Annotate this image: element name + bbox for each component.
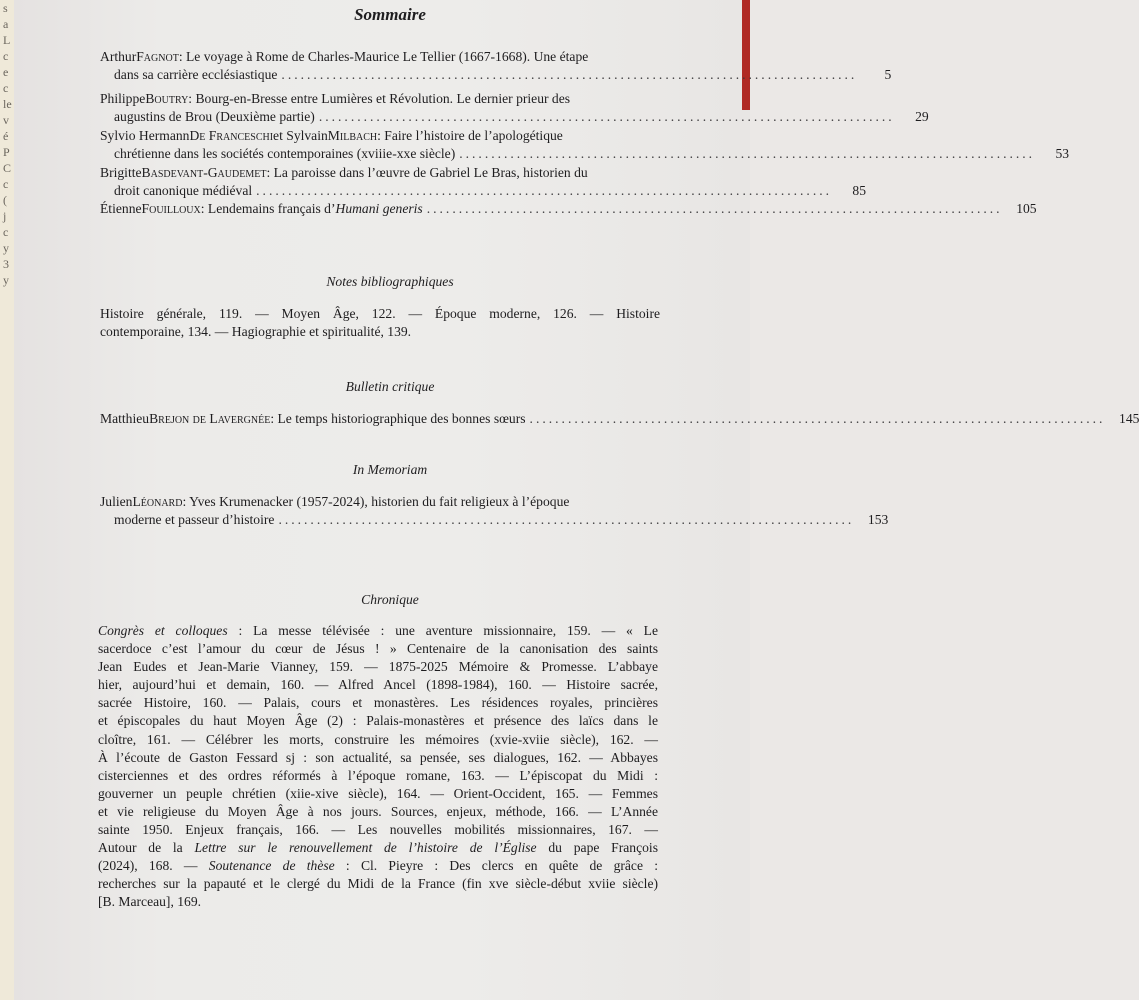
bulletin-entry bbox=[100, 410, 1139, 428]
section-heading-bulletin: Bulletin critique bbox=[345, 379, 435, 394]
article-entry bbox=[100, 200, 1037, 218]
dot-leader: .......................................................................................... bbox=[426, 201, 1003, 216]
article-entry bbox=[100, 48, 892, 83]
entry-line bbox=[100, 127, 660, 145]
article-title: : Bourg-en-Bresse entre Lumières et Révolution. Le dernier prieur des bbox=[188, 91, 571, 106]
page-number: 29 bbox=[915, 108, 929, 124]
page-number: 53 bbox=[1055, 145, 1070, 161]
author-last: Fouilloux bbox=[141, 201, 201, 216]
edge-glyph: e bbox=[3, 65, 9, 79]
edge-glyph: ( bbox=[3, 193, 7, 207]
chronique-line: (2024), 168. — Soutenance de thèse : Cl. Pieyre : Des clercs en quête de grâce : bbox=[98, 858, 659, 874]
page-number: 145 bbox=[1119, 411, 1139, 426]
edge-glyph: C bbox=[3, 161, 12, 175]
article-entry bbox=[100, 127, 1070, 162]
edge-glyph: c bbox=[3, 177, 9, 191]
edge-glyph: P bbox=[3, 145, 10, 159]
author-first: Philippe bbox=[100, 91, 146, 106]
dot-leader: .......................................................................................... bbox=[281, 66, 858, 82]
page-number: 153 bbox=[867, 511, 889, 527]
entry-line bbox=[100, 182, 867, 200]
author-first: Arthur bbox=[100, 49, 137, 64]
author-first: Étienne bbox=[100, 201, 142, 216]
entry-line bbox=[100, 48, 660, 66]
edge-glyph: a bbox=[3, 17, 9, 31]
notes-text bbox=[100, 305, 660, 340]
entry-line bbox=[100, 145, 1070, 163]
author-first: Sylvio Hermann bbox=[100, 128, 190, 143]
dot-leader: .......................................................................................... bbox=[318, 108, 895, 124]
chronique-line: Autour de la Lettre sur le renouvellement de l’histoire de l’Église du pape François bbox=[98, 840, 658, 856]
edge-glyph: L bbox=[3, 33, 11, 47]
section-heading-memoriam: In Memoriam bbox=[352, 462, 428, 477]
edge-glyph: j bbox=[3, 209, 7, 223]
page bbox=[14, 0, 1139, 1000]
author-last: Brejon de Lavergnée bbox=[149, 411, 271, 426]
edge-glyph: é bbox=[3, 129, 9, 143]
article-title: : Faire l’histoire de l’apologétique bbox=[377, 128, 563, 143]
edge-glyph: c bbox=[3, 81, 9, 95]
chronique-line: et vie religieuse du Moyen Âge à nos jours. Sources, enjeux, méthode, 166. — L’Année bbox=[98, 803, 658, 819]
article-entry bbox=[100, 164, 867, 199]
section-heading-chronique: Chronique bbox=[361, 592, 419, 607]
article-title: : Yves Krumenacker (1957-2024), historien du fait religieux à l’époque bbox=[182, 494, 570, 509]
chronique-line: Congrès et colloques : La messe télévisée : une aventure missionnaire, 159. — « Le bbox=[98, 623, 658, 638]
edge-glyph: y bbox=[3, 241, 9, 255]
chronique-line: cloître, 161. — Célébrer les morts, construire les mémoires (xvie-xviie siècle), 162. — bbox=[98, 731, 658, 747]
author-last: De Franceschi bbox=[189, 128, 274, 143]
entry-line bbox=[100, 511, 889, 529]
adjacent-page-edge bbox=[0, 0, 15, 1000]
chronique-line: [B. Marceau], 169. bbox=[98, 894, 202, 910]
page-number: 5 bbox=[884, 66, 892, 82]
chronique-line: sacerdoce c’est l’amour du cœur de Jésus ! » Centenaire de la canonisation des saints bbox=[98, 641, 658, 657]
entry-line bbox=[100, 108, 929, 126]
article-title: : La paroisse dans l’œuvre de Gabriel Le Bras, historien du bbox=[266, 165, 588, 180]
edge-glyph: c bbox=[3, 49, 9, 63]
chronique-text bbox=[98, 622, 658, 912]
author-connector: et Sylvain bbox=[273, 128, 328, 143]
edge-glyph: 3 bbox=[3, 257, 9, 271]
chronique-line: et épiscopales du haut Moyen Âge (2) : Palais-monastères et présence des laïcs dans le bbox=[98, 713, 658, 729]
author-last: Boutry bbox=[145, 91, 189, 106]
chronique-line: recherches sur la papauté et le clergé du Midi de la France (fin xve siècle-début xviie siècle) bbox=[98, 876, 658, 892]
chronique-line: cisterciennes et des ordres réformés à l’époque romane, 163. — L’épiscopat du Midi : bbox=[98, 767, 658, 783]
author-last: Fagnot bbox=[136, 49, 179, 64]
article-title-italic: Humani generis bbox=[335, 201, 423, 216]
author-last-2: Milbach bbox=[327, 128, 378, 143]
entry-line bbox=[100, 410, 1139, 428]
author-last: Léonard bbox=[132, 494, 183, 509]
article-title: : Le voyage à Rome de Charles-Maurice Le Tellier (1667-1668). Une étape bbox=[178, 49, 589, 64]
red-book-edge bbox=[742, 0, 750, 110]
edge-glyph: y bbox=[3, 273, 9, 287]
article-title: : Lendemains français d’ bbox=[200, 201, 336, 216]
chronique-line: sainte 1950. Enjeux français, 166. — Les nouvelles mobilités missionnaires, 167. — bbox=[98, 822, 658, 838]
article-title-cont: moderne et passeur d’histoire bbox=[114, 511, 275, 527]
dot-leader: .......................................................................................... bbox=[278, 511, 855, 527]
author-first: Matthieu bbox=[100, 411, 150, 426]
dot-leader: .......................................................................................... bbox=[256, 182, 833, 198]
page-title: Sommaire bbox=[354, 5, 426, 24]
article-title: : Le temps historiographique des bonnes sœurs bbox=[270, 411, 526, 426]
memoriam-entry bbox=[100, 493, 889, 528]
entry-line bbox=[100, 164, 660, 182]
edge-glyph: s bbox=[3, 1, 8, 15]
author-first: Julien bbox=[100, 494, 133, 509]
entry-line bbox=[100, 200, 1037, 218]
edge-glyph: c bbox=[3, 225, 9, 239]
section-heading-notes: Notes bibliographiques bbox=[326, 274, 454, 289]
dot-leader: .......................................................................................... bbox=[459, 145, 1036, 161]
edge-glyph: le bbox=[3, 97, 12, 111]
notes-line: Histoire générale, 119. — Moyen Âge, 122. — Époque moderne, 126. — Histoire bbox=[100, 306, 660, 321]
chronique-line: gouverner un peuple chrétien (xiie-xive siècle), 164. — Orient-Occident, 165. — Femmes bbox=[98, 785, 658, 801]
page-number: 85 bbox=[852, 182, 867, 198]
article-entry bbox=[100, 90, 929, 125]
entry-line bbox=[100, 66, 892, 84]
page-number: 105 bbox=[1016, 201, 1037, 216]
author-last: Basdevant-Gaudemet bbox=[141, 165, 267, 180]
dot-leader: .......................................................................................... bbox=[529, 411, 1106, 426]
edge-glyph: v bbox=[3, 113, 9, 127]
chronique-line: sacrée Histoire, 160. — Palais, cours et monastères. Les résidences royales, princières bbox=[98, 695, 658, 711]
article-title-cont: droit canonique médiéval bbox=[114, 182, 253, 198]
chronique-line: hier, aujourd’hui et demain, 160. — Alfred Ancel (1898-1984), 160. — Histoire sacrée, bbox=[98, 677, 658, 693]
entry-line bbox=[100, 90, 660, 108]
entry-line bbox=[100, 493, 660, 511]
article-title-cont: augustins de Brou (Deuxième partie) bbox=[114, 108, 315, 124]
article-title-cont: dans sa carrière ecclésiastique bbox=[114, 66, 278, 82]
article-title-cont: chrétienne dans les sociétés contemporaines (xviiie-xxe siècle) bbox=[114, 145, 456, 161]
chronique-line: À l’écoute de Gaston Fessard sj : son actualité, sa pensée, ses dialogues, 162. — Abbayes bbox=[98, 749, 658, 765]
author-first: Brigitte bbox=[100, 165, 142, 180]
chronique-line: Jean Eudes et Jean-Marie Vianney, 159. — 1875-2025 Mémoire & Promesse. L’abbaye bbox=[98, 659, 658, 675]
notes-line: contemporaine, 134. — Hagiographie et spiritualité, 139. bbox=[100, 323, 412, 339]
